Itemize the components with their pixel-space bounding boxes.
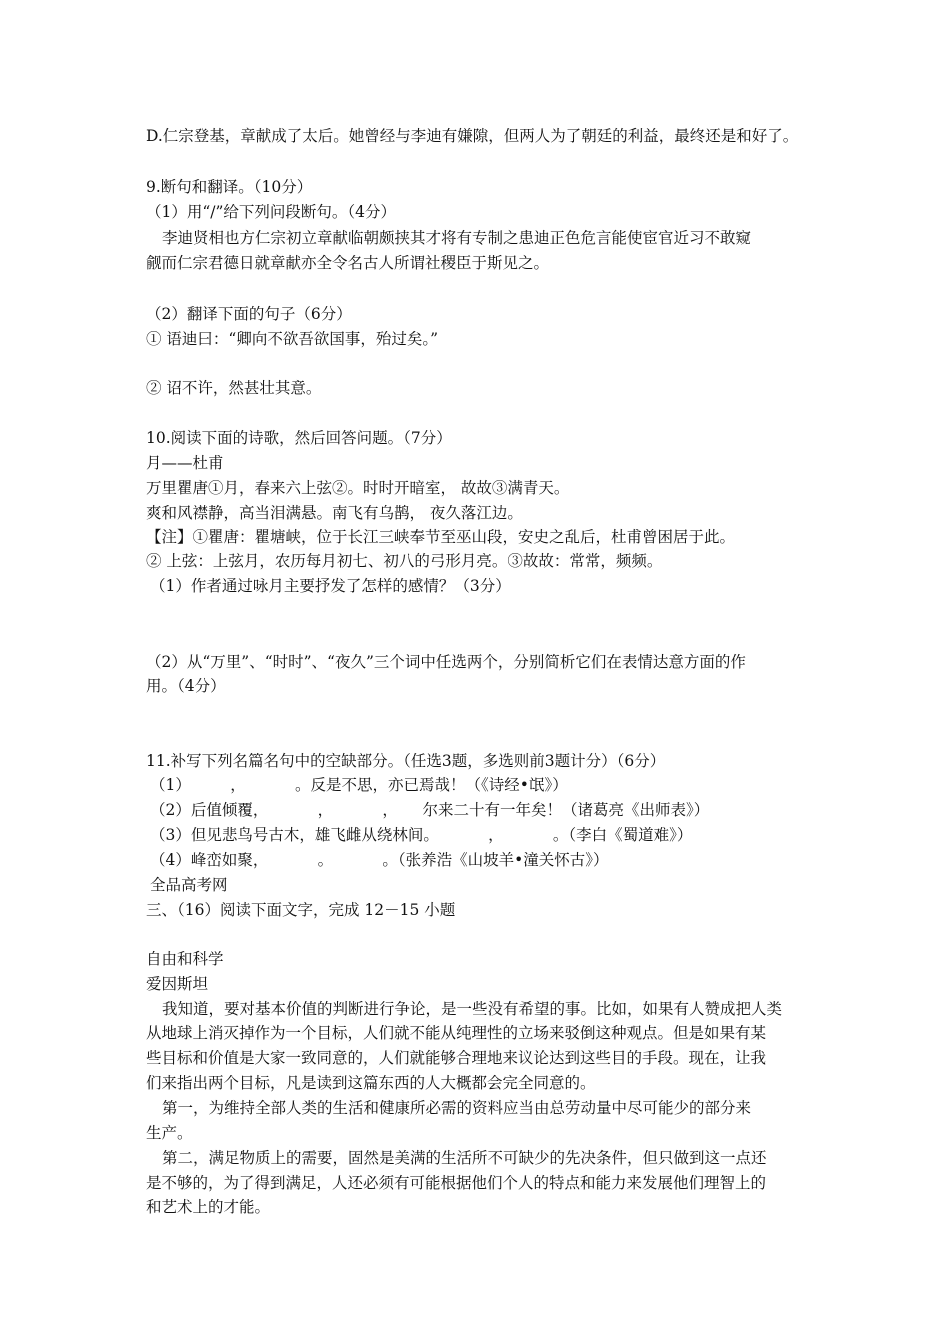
q10-part1: （1）作者通过咏月主要抒发了怎样的感情？（3分） [150,577,511,595]
q9-part1: （1）用“/”给下列问段断句。（4分） [146,203,397,221]
paragraph1-line2: 从地球上消灭掉作为一个目标，人们就不能从纯理性的立场来驳倒这种观点。但是如果有某 [146,1024,767,1042]
q11-item3: （3）但见悲鸟号古木，雄飞雌从绕林间。 ， 。（李白《蜀道难》） [150,826,693,844]
poem-note2: ② 上弦：上弦月，农历每月初七、初八的弓形月亮。③故故：常常，频频。 [146,552,663,570]
poem-line2: 爽和风襟静，高当泪满悬。南飞有乌鹊， 夜久落江边。 [146,504,523,522]
q9-part2: （2）翻译下面的句子（6分） [146,305,352,323]
paragraph3-line3: 和艺术上的才能。 [146,1198,271,1216]
q9-passage-line1: 李迪贤相也方仁宗初立章献临朝颇挟其才将有专制之患迪正色危言能使宦官近习不敢窥 [162,229,752,247]
q11-item2: （2）后值倾覆， ， ， 尔来二十有一年矣！（诸葛亮《出师表》） [150,801,710,819]
q9-sentence1: ① 语迪曰：“卿向不欲吾欲国事，殆过矣。” [146,330,439,348]
q9-sentence2: ② 诏不许，然甚壮其意。 [146,379,322,397]
q10-heading: 10.阅读下面的诗歌，然后回答问题。（7分） [146,429,452,447]
article-title: 自由和科学 [146,950,224,968]
q11-item4: （4）峰峦如聚， 。 。（张养浩《山坡羊•潼关怀古》） [150,851,609,869]
q9-heading: 9.断句和翻译。（10分） [146,178,313,196]
watermark-text: 全品高考网 [150,876,228,894]
poem-note1: 【注】①瞿唐：瞿塘峡，位于长江三峡奉节至巫山段，安史之乱后，杜甫曾困居于此。 [146,528,736,546]
paragraph1-line3: 些目标和价值是大家一致同意的，人们就能够合理地来议论达到这些目的手段。现在，让我 [146,1049,767,1067]
option-d: D.仁宗登基，章献成了太后。她曾经与李迪有嫌隙，但两人为了朝廷的利益，最终还是和好了。 [146,127,799,145]
q10-part2-line1: （2）从“万里”、“时时”、“夜久”三个词中任选两个，分别简析它们在表情达意方面的作 [146,653,746,671]
poem-line1: 万里瞿唐①月，春来六上弦②。时时开暗室， 故故③满青天。 [146,479,570,497]
q11-heading: 11.补写下列名篇名句中的空缺部分。（任选3题，多选则前3题计分）（6分） [146,752,666,770]
paragraph2-line1: 第一，为维持全部人类的生活和健康所必需的资料应当由总劳动量中尽可能少的部分来 [162,1099,752,1117]
paragraph3-line1: 第二，满足物质上的需要，固然是美满的生活所不可缺少的先决条件，但只做到这一点还 [162,1149,767,1167]
paragraph1-line1: 我知道，要对基本价值的判断进行争论，是一些没有希望的事。比如，如果有人赞成把人类 [162,1000,783,1018]
paragraph2-line2: 生产。 [146,1124,193,1142]
paragraph1-line4: 们来指出两个目标，凡是读到这篇东西的人大概都会完全同意的。 [146,1074,596,1092]
q10-part2-line2: 用。（4分） [146,677,226,695]
section-three-heading: 三、（16）阅读下面文字，完成 12－15 小题 [146,901,456,919]
poem-title: 月——杜甫 [146,454,224,472]
q11-item1: （1） ， 。反是不思，亦已焉哉！（《诗经•氓》） [150,776,568,794]
paragraph3-line2: 是不够的，为了得到满足，人还必须有可能根据他们个人的特点和能力来发展他们理智上的 [146,1174,767,1192]
q9-passage-line2: 觎而仁宗君德日就章献亦全令名古人所谓社稷臣于斯见之。 [146,254,550,272]
article-author: 爱因斯坦 [146,975,209,993]
